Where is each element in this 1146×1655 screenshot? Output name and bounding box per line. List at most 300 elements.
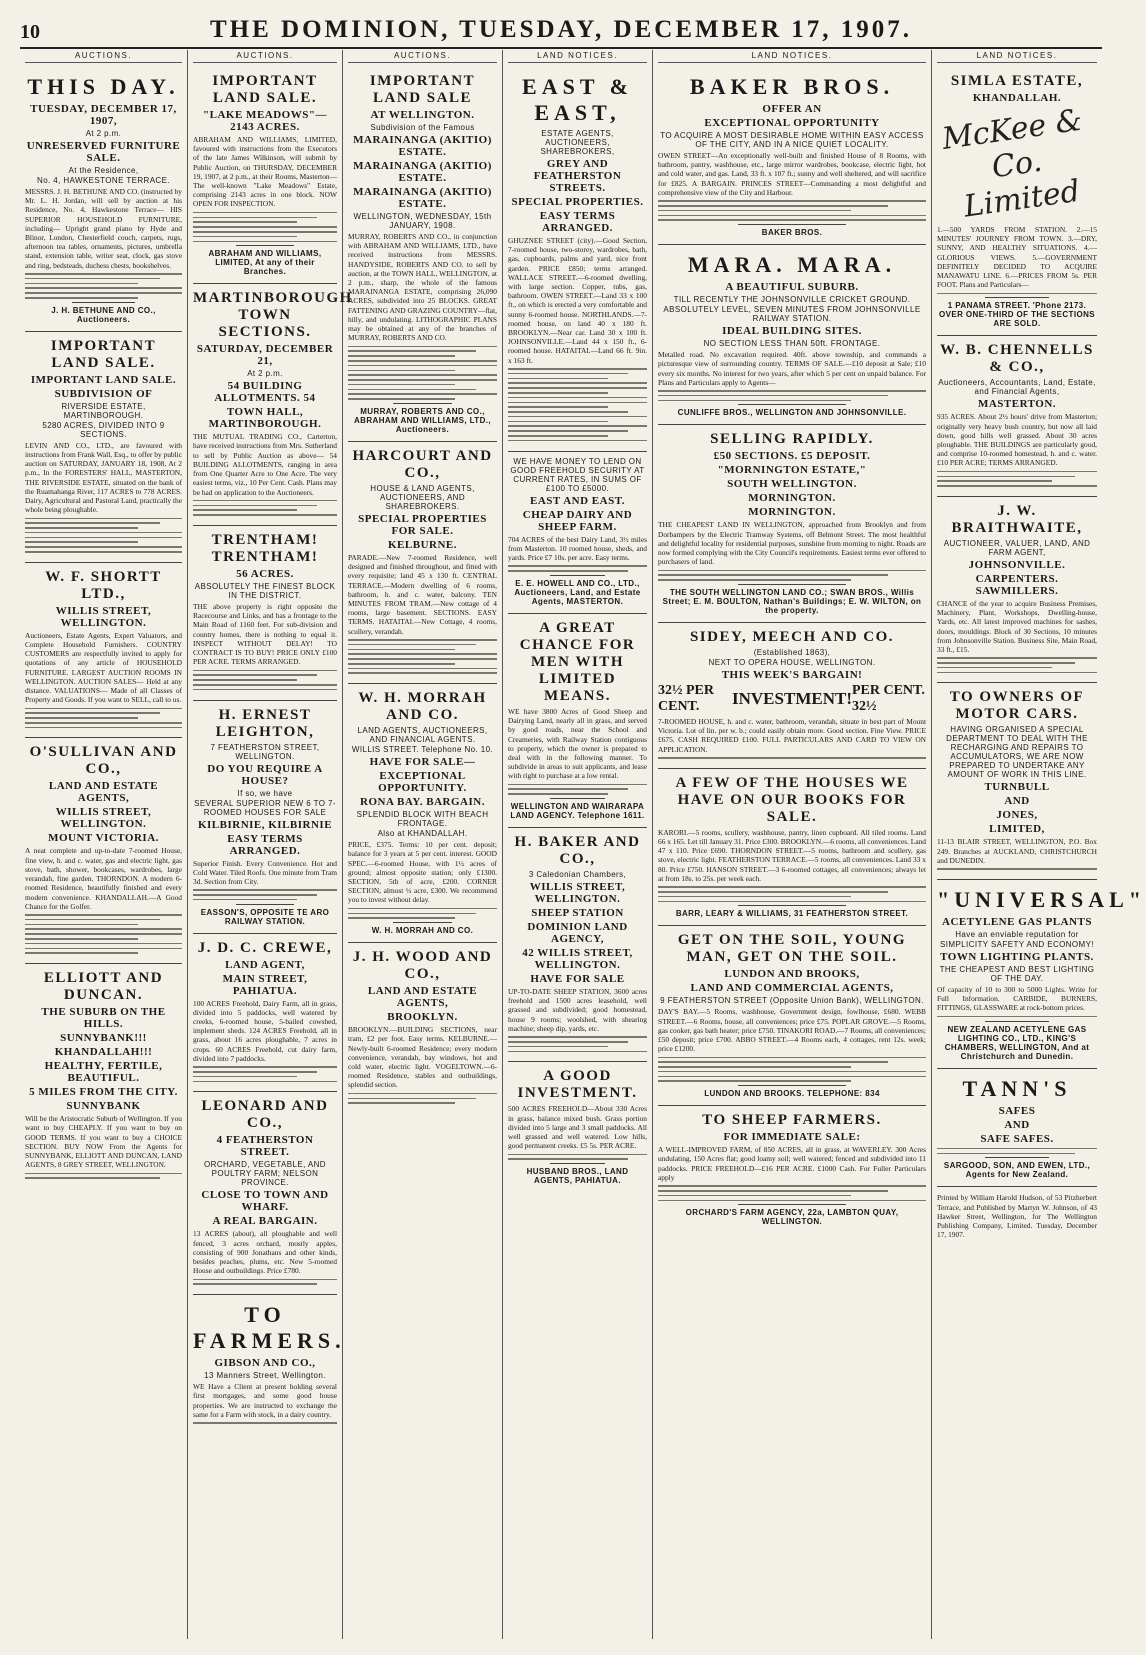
text-line-placeholder	[193, 899, 297, 901]
ad-subheading: CHEAP DAIRY AND SHEEP FARM.	[522, 508, 633, 533]
ad-body-text: Superior Finish. Every Convenience. Hot and Cold Water. Tiled Roofs. One minute from Tram 3d. Section from City.	[193, 858, 337, 886]
ad-body-text: UP-TO-DATE SHEEP STATION, 3600 acres freehold and 1500 acres leasehold, well grassed and subdivided; good homestead, house 9 rooms; woolshed, with shearing machine; sheep dip, yards, etc.	[508, 987, 647, 1033]
text-line-placeholder	[193, 1081, 337, 1083]
ad-subheading: TUESDAY, DECEMBER 17, 1907,	[30, 103, 177, 127]
text-line-placeholder	[658, 210, 851, 212]
ad-headline: EAST & EAST,	[522, 74, 633, 125]
divider	[393, 403, 453, 404]
text-line-placeholder	[348, 370, 455, 372]
divider	[738, 1085, 845, 1086]
ad-body-text: DAY'S BAY.—5 Rooms, washhouse, Government design, fowlhouse, £680. WEBB STREET.—6 Rooms, house, all conveniences; price £75. POPLAR GROVE.—5 Rooms, gas cooker, gas bath heater; price £750. TINAKORI ROAD.—7 Rooms, all conveniences; £50 deposit; price £700. ABBO STREET.—4 Rooms each, 4 cottages, rent 12s. week; price £1200.	[658, 1007, 926, 1054]
advertisement	[658, 926, 926, 1106]
text-line-placeholder	[25, 914, 182, 916]
advertisement	[193, 701, 337, 934]
column-1	[20, 50, 188, 1639]
ad-subheading: WILLIS STREET. Telephone No. 10.	[351, 745, 494, 755]
ad-subheading: 5280 ACRES, DIVIDED INTO 9 SECTIONS.	[42, 420, 165, 439]
ad-subheading: Subdivision of the Famous	[370, 123, 475, 132]
ad-subheading: MARAINANGA (AKITIO) ESTATE.	[353, 160, 492, 184]
text-line-placeholder	[658, 200, 926, 202]
ad-body-text: 935 ACRES. About 2½ hours' drive from Masterton; originally very heavy bush country, but now all laid down, good hills well grassed. About 30 acres ploughable. THE BUILDINGS are particularly good, and comprise 10-roomed homestead, h. and c. water. £10 PER ACRE; TERMS ARRANGED.	[937, 412, 1097, 468]
text-line-placeholder	[193, 1066, 337, 1068]
ad-advertiser: HUSBAND BROS., LAND AGENTS, PAHIATUA.	[526, 1167, 629, 1186]
text-line-placeholder	[658, 1200, 926, 1202]
ad-advertiser: BARR, LEARY & WILLIAMS, 31 FEATHERSTON STREET.	[675, 909, 909, 919]
ad-body-text: LEVIN AND CO., LTD., are favoured with instructions from Frank Wall, Esq., to offer by public auction on SATURDAY, JANUARY 18, 1908, At 2 p.m., In the FORESTERS' HALL, MASTERTON, THE RIVERSIDE ESTATE, situated on the bank of the Ruamahanga River, 117 ACRES to 778 ACRES. Dairy, Agricultural and Pastoral Land, practically the whole being ploughable.	[25, 440, 182, 515]
ad-subheading: Auctioneers, Accountants, Land, Estate, and Financial Agents,	[938, 378, 1096, 397]
text-line-placeholder	[658, 400, 851, 402]
column-4	[503, 50, 653, 1639]
column-header: LAND NOTICES.	[658, 50, 926, 63]
ad-subheading: AT WELLINGTON.	[370, 109, 475, 121]
text-line-placeholder	[937, 293, 1097, 295]
advertisement	[193, 1295, 346, 1433]
ad-subheading: SPLENDID BLOCK WITH BEACH FRONTAGE.	[356, 810, 489, 829]
text-line-placeholder	[508, 1041, 628, 1043]
text-line-placeholder	[937, 868, 1097, 870]
text-line-placeholder	[193, 231, 337, 233]
ad-subheading: RIVERSIDE ESTATE, MARTINBOROUGH.	[61, 401, 146, 420]
ad-headline: H. BAKER AND CO.,	[514, 834, 641, 868]
ad-subheading: At the Residence,	[68, 166, 139, 175]
ad-subheading: TOWN HALL, MARTINBOROUGH.	[208, 406, 322, 431]
text-line-placeholder	[348, 644, 476, 646]
ad-subheading: KILBIRNIE, KILBIRNIE	[197, 818, 333, 831]
text-line-placeholder	[25, 273, 182, 275]
text-line-placeholder	[25, 1177, 160, 1179]
advertisement	[25, 563, 182, 739]
text-line-placeholder	[193, 1071, 317, 1073]
ad-headline: LEONARD AND CO.,	[201, 1098, 329, 1132]
advertisement	[658, 245, 926, 425]
text-line-placeholder	[348, 658, 497, 660]
ad-subheading: CLOSE TO TOWN AND WHARF.	[201, 1189, 329, 1214]
ad-subheading: MOUNT VICTORIA.	[48, 832, 159, 845]
text-line-placeholder	[193, 1283, 317, 1285]
text-line-placeholder	[508, 1046, 608, 1048]
divider	[550, 798, 606, 799]
ad-subheading: JOHNSONVILLE.	[968, 558, 1066, 571]
text-line-placeholder	[508, 425, 647, 427]
ad-subheading: "LAKE MEADOWS"—2143 ACRES.	[203, 109, 327, 133]
text-line-placeholder	[508, 1158, 628, 1160]
ad-body-text: THE CHEAPEST LAND IN WELLINGTON, approached from Brooklyn and from Dorbampers by the Electric Tramway Systems, off Belmont Street. The most healthful and delightful locality for residential purposes, sunshine from morning to night. Roads are now formed complying with the City Council's requirements. Easiest terms ever offered to purchasers of land.	[658, 520, 926, 567]
text-line-placeholder	[348, 639, 497, 641]
ad-subheading: MORNINGTON.	[748, 492, 836, 505]
text-line-placeholder	[25, 938, 138, 940]
ad-body-text: Metalled road. No excavation required. 40ft. above township, and commands a picturesque view of surrounding country. TERMS OF SALE.—£10 deposit at Sale; £10 every six months. No interest for two years, after which 5 per cent on unpaid balance. For Plans and Particulars apply to Agents—	[658, 350, 926, 387]
ad-body-text: PARADE.—New 7-roomed Residence, well designed and finished throughout, and fitted with every requisite; land 45 x 130 ft. CENTRAL TERRACE.—Modern dwelling of 6 rooms, bathroom, h. and c. water, balcony. TEN MINUTES FROM TRAM.—New cottage of 4 rooms, large basement. SECTIONS. EASY TERMS. HATAITAI.—New Cottage, 4 rooms, scullery, verandah.	[348, 553, 497, 636]
text-line-placeholder	[937, 480, 1052, 482]
text-line-placeholder	[348, 668, 497, 670]
column-header: LAND NOTICES.	[508, 50, 647, 63]
ad-subheading: BROOKLYN.	[387, 1011, 458, 1024]
ad-headline: TO SHEEP FARMERS.	[702, 1112, 882, 1129]
text-line-placeholder	[348, 1093, 497, 1095]
ad-subheading: IDEAL BUILDING SITES.	[722, 325, 862, 338]
text-line-placeholder	[193, 212, 337, 214]
ad-subheading: HAVING ORGANISED A SPECIAL DEPARTMENT TO DEAL WITH THE RECHARGING AND REPAIRS TO ACCUMULATORS, WE ARE NOW PREPARED TO UNDERTAKE ANY AMOUNT OF WORK IN THIS LINE.	[946, 725, 1088, 780]
ad-body-text: A WELL-IMPROVED FARM, of 850 ACRES, all in grass, at WAVERLEY. 300 Acres undulating, 150 Acres flat; good loamy soil; well watered; fenced and subdivided into 11 paddocks. PRICE FREEHOLD—£16 PER ACRE. £1000 Cash. For Fuller Particulars apply	[658, 1145, 926, 1182]
ad-advertiser: NEW ZEALAND ACETYLENE GAS LIGHTING CO., LTD., KING'S CHAMBERS, WELLINGTON, And at Christchurch and Dunedin.	[944, 1024, 1090, 1061]
divider	[738, 404, 845, 405]
ad-subheading: SPECIAL PROPERTIES.	[511, 196, 644, 208]
text-line-placeholder	[348, 1102, 455, 1104]
ad-advertiser: EASSON'S, OPPOSITE TE ARO RAILWAY STATION.	[200, 907, 330, 926]
ad-subheading: KHANDALLAH.	[972, 92, 1062, 104]
ad-subheading: SIMPLICITY SAFETY AND ECONOMY!	[940, 940, 1094, 950]
divider	[550, 575, 606, 576]
text-line-placeholder	[658, 395, 888, 397]
text-line-placeholder	[658, 886, 926, 888]
ad-subheading: TO ACQUIRE A MOST DESIRABLE HOME WITHIN EASY ACCESS OF THE CITY, AND IN A NICE QUIET LOCALITY.	[660, 131, 924, 149]
ad-headline: A GREAT CHANCE FOR MEN WITH LIMITED MEANS.	[519, 619, 636, 704]
ad-subheading: EASY TERMS ARRANGED.	[227, 832, 303, 857]
text-line-placeholder	[658, 219, 926, 221]
ad-body-text: BROOKLYN.—BUILDING SECTIONS, near tram, £2 per foot. Easy terms. KELBURNE.—Newly-built 6-roomed Residence; every modern convenience, verandah, bay windows, hot and cold water, electric light. VOGELTOWN.—6-roomed Residence, stables and outbuildings, splendid section.	[348, 1025, 497, 1090]
text-line-placeholder	[508, 373, 628, 375]
ad-subheading: EXCEPTIONAL OPPORTUNITY.	[378, 770, 467, 795]
ad-headline: TRENTHAM! TRENTHAM!	[211, 532, 319, 566]
text-line-placeholder	[25, 551, 182, 553]
text-line-placeholder	[25, 546, 182, 548]
text-line-placeholder	[658, 757, 926, 759]
ad-subheading: JONES,	[996, 809, 1038, 822]
ad-headline: WE HAVE MONEY TO LEND ON GOOD FREEHOLD SECURITY AT CURRENT RATES, IN SUMS OF £100 TO £5000.	[510, 456, 645, 493]
text-line-placeholder	[508, 788, 628, 790]
ad-headline: IMPORTANT LAND SALE.	[50, 337, 157, 371]
ad-subheading: THE SUBURB ON THE HILLS.	[41, 1006, 166, 1031]
ad-subheading: ESTATE AGENTS, AUCTIONEERS, SHAREBROKERS,	[540, 129, 615, 156]
divider	[985, 1157, 1049, 1158]
text-line-placeholder	[25, 541, 138, 543]
ad-body-text: Printed by William Harold Hudson, of 53 Pitzherbert Terrace, and Published by Martyn W. Johnson, of 43 Hawker Street, Wellington, for The Wellington Publishing Company, Limited. Tuesday, December 17, 1907.	[937, 1193, 1097, 1240]
ad-subheading: 7 FEATHERSTON STREET, WELLINGTON.	[210, 742, 320, 761]
advertisement	[658, 425, 926, 623]
text-line-placeholder	[25, 527, 138, 529]
text-line-placeholder	[193, 241, 337, 243]
ad-headline: MARTINBOROUGH TOWN SECTIONS.	[193, 290, 353, 341]
text-line-placeholder	[25, 943, 182, 945]
investment-banner-left: 32½ PER CENT.	[658, 683, 714, 714]
ad-subheading: SUNNYBANK	[66, 1100, 141, 1113]
text-line-placeholder	[25, 283, 138, 285]
text-line-placeholder	[508, 440, 647, 442]
handwritten-signature: McKee & Co. Limited	[939, 102, 1085, 225]
text-line-placeholder	[508, 421, 608, 423]
ad-body-text: THE above property is right opposite the Racecourse and Links, and has a frontage to the Main Road of 1160 feet. For sub-division and country homes, there is nothing to equal it. INSPECT WITHOUT DELAY! TO CONTRACT IS TO BUY! PRICE ONLY £100 PER ACRE. TERMS ARRANGED.	[193, 602, 337, 667]
text-line-placeholder	[25, 948, 182, 950]
ad-subheading: "MORNINGTON ESTATE,"	[717, 464, 867, 477]
advertisement	[937, 336, 1097, 497]
advertisement	[937, 1187, 1097, 1247]
ad-subheading: LAND AND COMMERCIAL AGENTS,	[690, 982, 894, 995]
text-line-placeholder	[658, 579, 851, 581]
text-line-placeholder	[348, 908, 497, 910]
advertisement	[508, 1062, 647, 1192]
ad-subheading: WELLINGTON, WEDNESDAY, 15th JANUARY, 1908.	[353, 212, 492, 230]
ad-body-text: ABRAHAM AND WILLIAMS, LIMITED, favoured with instructions from the Executors of the late James Wilkinson, will submit by Public Auction, on THURSDAY, DECEMBER 19, 1907, at 2 p.m., at their Rooms, Masterton— The well-known "Lake Meadows" Estate, comprising 2143 acres in one block. NOW OPEN FOR INSPECTION.	[193, 135, 337, 209]
ad-subheading: LAND AGENT,	[225, 958, 305, 971]
text-line-placeholder	[348, 365, 497, 367]
advertisement	[25, 67, 182, 332]
text-line-placeholder	[348, 346, 497, 348]
ad-subheading: TURNBULL	[984, 781, 1050, 794]
ad-body-text: WE Have a Client at present holding several first mortgages, and some good house properties. We are instructed to exchange the same for a Farm with stock, in a dairy country.	[193, 1382, 337, 1419]
column-5	[653, 50, 932, 1639]
text-line-placeholder	[348, 1098, 476, 1100]
ad-subheading: LIMITED,	[989, 823, 1045, 836]
advertisement	[193, 934, 337, 1093]
text-line-placeholder	[348, 398, 455, 400]
column-header: AUCTIONS.	[193, 50, 337, 63]
text-line-placeholder	[25, 924, 138, 926]
text-line-placeholder	[348, 389, 476, 391]
text-line-placeholder	[348, 360, 497, 362]
ad-headline: GET ON THE SOIL, YOUNG MAN, GET ON THE SOIL.	[677, 932, 907, 966]
advertisement	[25, 332, 182, 563]
ad-advertiser: J. H. BETHUNE AND CO., Auctioneers.	[51, 305, 156, 324]
ad-headline: W. H. MORRAH AND CO.	[358, 690, 487, 724]
text-line-placeholder	[508, 402, 647, 404]
ad-headline: W. B. CHENNELLS & CO.,	[940, 342, 1094, 376]
text-line-placeholder	[193, 1279, 337, 1281]
text-line-placeholder	[658, 1076, 926, 1078]
text-line-placeholder	[25, 727, 182, 729]
text-line-placeholder	[25, 1173, 182, 1175]
ad-subheading: LAND AND ESTATE AGENTS,	[367, 985, 478, 1010]
ad-subheading: NO SECTION LESS THAN 50ft. FRONTAGE.	[703, 339, 881, 349]
ad-subheading: (Established 1863),	[753, 648, 831, 657]
text-line-placeholder	[193, 679, 297, 681]
ad-subheading: FOR IMMEDIATE SALE:	[723, 1131, 861, 1144]
ad-subheading: SAFE SAFES.	[980, 1132, 1054, 1145]
text-line-placeholder	[658, 1066, 851, 1068]
ad-subheading: MASTERTON.	[977, 398, 1057, 411]
ad-headline: W. F. SHORTT LTD.,	[45, 568, 162, 602]
ad-subheading: Have an enviable reputation for	[955, 930, 1079, 940]
ad-subheading: £50 SECTIONS. £5 DEPOSIT.	[713, 450, 871, 463]
ad-subheading: WILLIS STREET, WELLINGTON.	[55, 604, 152, 629]
ad-subheading: Also at KHANDALLAH.	[377, 829, 468, 839]
divider	[985, 1021, 1049, 1022]
text-line-placeholder	[193, 670, 337, 672]
ad-subheading: LAND AGENTS, AUCTIONEERS, AND FINANCIAL AGENTS.	[357, 726, 488, 745]
ad-headline: SIMLA ESTATE,	[950, 73, 1084, 89]
advertisement	[348, 442, 497, 684]
ad-subheading: TILL RECENTLY THE JOHNSONVILLE CRICKET GROUND.	[673, 295, 911, 305]
ad-subheading: RONA BAY. BARGAIN.	[360, 796, 485, 809]
ad-advertiser: BAKER BROS.	[761, 228, 823, 238]
text-line-placeholder	[25, 722, 182, 724]
advertisement	[508, 614, 647, 828]
ad-subheading: ABSOLUTELY THE FINEST BLOCK IN THE DISTRICT.	[194, 582, 336, 601]
ad-headline: J. D. C. CREWE,	[197, 939, 333, 956]
ad-subheading: MAIN STREET, PAHIATUA.	[222, 972, 308, 997]
text-line-placeholder	[937, 1016, 1097, 1018]
column-header: AUCTIONS.	[25, 50, 182, 63]
ad-subheading: AND	[1004, 1118, 1030, 1131]
ad-subheading: MARAINANGA (AKITIO) ESTATE.	[353, 134, 492, 158]
text-line-placeholder	[658, 891, 888, 893]
ad-subheading: No. 4, HAWKESTONE TERRACE.	[37, 176, 170, 185]
divider	[738, 584, 845, 585]
ad-subheading: 13 Manners Street, Wellington.	[204, 1371, 326, 1381]
text-line-placeholder	[937, 1148, 1097, 1150]
ad-subheading: KHANDALLAH!!!	[54, 1046, 153, 1059]
ad-body-text: 7-ROOMED HOUSE, h. and c. water, bathroom, verandah, situate in best part of Mount Victoria. Lot of lin. per w. b.; could easily obtain more. Good section. Fine View. PRICE £675. CASH REQUIRED £100. FULL PARTICULARS AND CARD TO VIEW ON APPLICATION.	[658, 717, 926, 754]
ad-subheading: HEALTHY, FERTILE, BEAUTIFUL.	[44, 1060, 163, 1085]
text-line-placeholder	[658, 570, 926, 572]
text-line-placeholder	[193, 217, 317, 219]
text-line-placeholder	[348, 384, 455, 386]
text-line-placeholder	[25, 297, 138, 299]
ad-body-text: MURRAY, ROBERTS AND CO., in conjunction with ABRAHAM AND WILLIAMS, LTD., have received instructions from MESSRS. HANDYSIDE, ROBERTS AND CO. to sell by auction, at the TOWN HALL, WELLINGTON, at 2 p.m., sharp, the whole of the famous MARAINANGA ESTATE, comprising 26,090 ACRES, subdivided into 25 BLOCKS. GREAT FATTENING AND GRAZING COUNTRY—flat, hilly, and undulating. LITHOGRAPHIC PLANS may be obtained at any of the branches of MURRAY, ROBERTS AND CO.	[348, 232, 497, 343]
ad-advertiser: E. E. HOWELL AND CO., LTD., Auctioneers, Land, and Estate Agents, MASTERTON.	[514, 578, 641, 606]
text-line-placeholder	[25, 537, 182, 539]
text-line-placeholder	[508, 378, 608, 380]
ad-subheading: ACETYLENE GAS PLANTS	[942, 916, 1092, 929]
investment-banner-right: PER CENT. 32½	[851, 683, 925, 714]
text-line-placeholder	[937, 485, 1097, 487]
ad-headline: MARA. MARA.	[687, 252, 897, 278]
text-line-placeholder	[348, 379, 497, 381]
text-line-placeholder	[348, 672, 497, 674]
ad-headline: TANN'S	[962, 1075, 1072, 1101]
text-line-placeholder	[508, 1154, 647, 1156]
ad-subheading: ABSOLUTELY LEVEL, SEVEN MINUTES FROM JOHNSONVILLE RAILWAY STATION.	[663, 305, 921, 324]
text-line-placeholder	[25, 518, 182, 520]
ad-subheading: A BEAUTIFUL SUBURB.	[725, 281, 859, 294]
text-line-placeholder	[658, 901, 926, 903]
text-line-placeholder	[508, 435, 608, 437]
ad-headline: A GOOD INVESTMENT.	[517, 1068, 638, 1102]
divider	[393, 922, 453, 923]
ad-subheading: 9 FEATHERSTON STREET (Opposite Union Bank), WELLINGTON.	[660, 996, 924, 1006]
text-line-placeholder	[658, 215, 926, 217]
ad-advertiser: WELLINGTON AND WAIRARAPA LAND AGENCY. Telephone 1611.	[510, 802, 645, 821]
text-line-placeholder	[25, 287, 182, 289]
text-line-placeholder	[25, 532, 182, 534]
ad-subheading: SAFES	[998, 1104, 1036, 1117]
ad-body-text: 704 ACRES of the best Dairy Land, 3½ miles from Masterton. 10 roomed house, sheds, and yards. Price £7 10s. per acre. Easy terms.	[508, 534, 647, 562]
ad-headline: THIS DAY.	[27, 74, 180, 99]
text-line-placeholder	[508, 1036, 647, 1038]
text-line-placeholder	[193, 684, 337, 686]
ad-body-text: Will be the Aristocratic Suburb of Wellington. If you want to buy CHEAPLY. If you want to buy on GOOD TERMS. If you want to buy a CHOICE SECTION. BUY NOW From the Agents for SUNNYBANK, ELLIOTT AND DUNCAN, LAND AGENTS, 8 GREY STREET, WELLINGTON.	[25, 1114, 182, 1170]
ad-subheading: LUNDON AND BROOKS,	[724, 968, 860, 981]
advertisement	[658, 67, 926, 245]
ad-body-text: OWEN STREET—An exceptionally well-built and finished House of 8 Rooms, with bathroom, pantry, washhouse, etc., large mirror wardrobes, bookcase, electric light, hot and cold water, and gas. Land, 33 ft. x 107 ft.; sunny and well sheltered, and will sacrifice for £825. A BARGAIN. PRINCES STREET—Commanding a most delightful and comprehensive view of the City and Harbour.	[658, 151, 926, 197]
text-line-placeholder	[658, 1185, 926, 1187]
ad-subheading: SUBDIVISION OF	[54, 387, 153, 400]
text-line-placeholder	[508, 565, 647, 567]
text-line-placeholder	[508, 416, 647, 418]
advertisement	[508, 67, 647, 452]
text-line-placeholder	[508, 397, 647, 399]
ad-advertiser: W. H. MORRAH AND CO.	[371, 926, 474, 936]
ad-headline: ELLIOTT AND DUNCAN.	[43, 970, 164, 1004]
text-line-placeholder	[25, 928, 182, 930]
text-line-placeholder	[508, 411, 628, 413]
text-line-placeholder	[348, 355, 455, 357]
ad-advertiser: MURRAY, ROBERTS AND CO., ABRAHAM AND WILLIAMS, LTD., Auctioneers.	[353, 407, 491, 434]
text-line-placeholder	[193, 894, 317, 896]
text-line-placeholder	[937, 1153, 1075, 1155]
ad-subheading: AUCTIONEER, VALUER, LAND, AND FARM AGENT,	[943, 538, 1091, 557]
ad-advertiser: ABRAHAM AND WILLIAMS, LIMITED, At any of their Branches.	[208, 249, 322, 277]
ad-subheading: KELBURNE.	[388, 539, 457, 551]
ad-subheading: SEVERAL SUPERIOR NEW 6 TO 7-ROOMED HOUSES FOR SALE	[194, 798, 336, 817]
newspaper-title: THE DOMINION, TUESDAY, DECEMBER 17, 1907.	[209, 16, 913, 43]
text-line-placeholder	[193, 889, 337, 891]
ad-subheading: SOUTH WELLINGTON.	[727, 478, 857, 491]
text-line-placeholder	[508, 368, 647, 370]
ad-body-text: 1.—500 YARDS FROM STATION. 2.—15 MINUTES' JOURNEY FROM TOWN. 3.—DRY, SUNNY, AND HEALTHY SITUATIONS. 4.—GLORIOUS VIEWS. 5.—GOVERNMENT DEFINITELY DECIDED TO ACQUIRE MANAWATU LINE. 6.—PRICES FROM 5s. PER FOOT. Plans and Particulars—	[937, 225, 1097, 290]
ad-subheading: HAVE FOR SALE—	[369, 756, 476, 769]
advertisement	[658, 623, 926, 769]
ad-subheading: GREY AND FEATHERSTON STREETS.	[533, 158, 622, 194]
advertisement	[937, 880, 1146, 1069]
ad-subheading: 3 Caledonian Chambers,	[528, 870, 627, 880]
ad-subheading: AND	[1004, 795, 1030, 808]
text-line-placeholder	[25, 712, 160, 714]
divider	[550, 1163, 606, 1164]
text-line-placeholder	[348, 350, 476, 352]
advertisement	[193, 67, 337, 284]
advertisement	[937, 683, 1097, 880]
column-header: LAND NOTICES.	[937, 50, 1097, 63]
text-line-placeholder	[193, 509, 297, 511]
text-line-placeholder	[348, 913, 476, 915]
ad-body-text: WE have 3800 Acres of Good Sheep and Dairying Land, nearly all in grass, and served by good roads, near the School and Creameries, with Railway Station contiguous to property, which the owner is prepared to deal with in the following manner. To subdivide in areas to suit applicants, and lease with right to purchase at a low rental.	[508, 706, 647, 781]
text-line-placeholder	[658, 1071, 926, 1073]
ad-subheading: SHEEP STATION	[531, 907, 624, 920]
advertisement	[25, 964, 182, 1188]
ad-body-text: A neat complete and up-to-date 7-roomed House, fine view, h. and c. water, gas and electric light, gas stove, bath, shower, bookcases, wardrobes, large verandah, fine garden. THORNDON. A modern 6-roomed Residence, beautifully finished and every modern convenience. KHANDALLAH.—A Good Chance for the Golfer.	[25, 846, 182, 911]
ad-subheading: HOUSE & LAND AGENTS, AUCTIONEERS, AND SHAREBROKERS.	[370, 484, 475, 511]
text-line-placeholder	[193, 689, 337, 691]
ad-advertiser: THE SOUTH WELLINGTON LAND CO.; SWAN BROS., Willis Street; E. M. BOULTON, Nathan's Buildings; E. W. WILTON, on the property.	[662, 588, 922, 615]
ad-headline: IMPORTANT LAND SALE	[369, 73, 476, 106]
column-6	[932, 50, 1146, 1639]
text-line-placeholder	[25, 278, 160, 280]
text-line-placeholder	[658, 390, 926, 392]
ad-headline: J. H. WOOD AND CO.,	[352, 949, 493, 983]
text-line-placeholder	[937, 476, 1075, 478]
ad-headline: O'SULLIVAN AND CO.,	[29, 744, 178, 778]
ad-subheading: TOWN LIGHTING PLANTS.	[940, 951, 1094, 964]
text-line-placeholder	[25, 292, 182, 294]
ad-headline: H. ERNEST LEIGHTON,	[215, 706, 315, 740]
ad-headline: IMPORTANT LAND SALE.	[212, 73, 318, 106]
text-line-placeholder	[508, 570, 628, 572]
text-line-placeholder	[348, 393, 497, 395]
ad-subheading: WILLIS STREET, WELLINGTON.	[55, 806, 152, 831]
ad-headline: BAKER BROS.	[689, 74, 895, 99]
text-line-placeholder	[193, 226, 337, 228]
ad-headline: TO OWNERS OF MOTOR CARS.	[949, 689, 1085, 723]
advertisement	[348, 943, 497, 1113]
ad-subheading: 54 BUILDING ALLOTMENTS. 54	[214, 380, 316, 405]
page-number: 10	[20, 21, 40, 43]
ad-advertiser: ORCHARD'S FARM AGENCY, 22a, LAMBTON QUAY, WELLINGTON.	[685, 1208, 899, 1227]
ad-subheading: IMPORTANT LAND SALE.	[30, 373, 177, 386]
text-line-placeholder	[937, 471, 1097, 473]
ad-headline: "UNIVERSAL"	[937, 887, 1146, 913]
ad-subheading: DO YOU REQUIRE A HOUSE?	[207, 762, 323, 787]
text-line-placeholder	[658, 1061, 888, 1063]
